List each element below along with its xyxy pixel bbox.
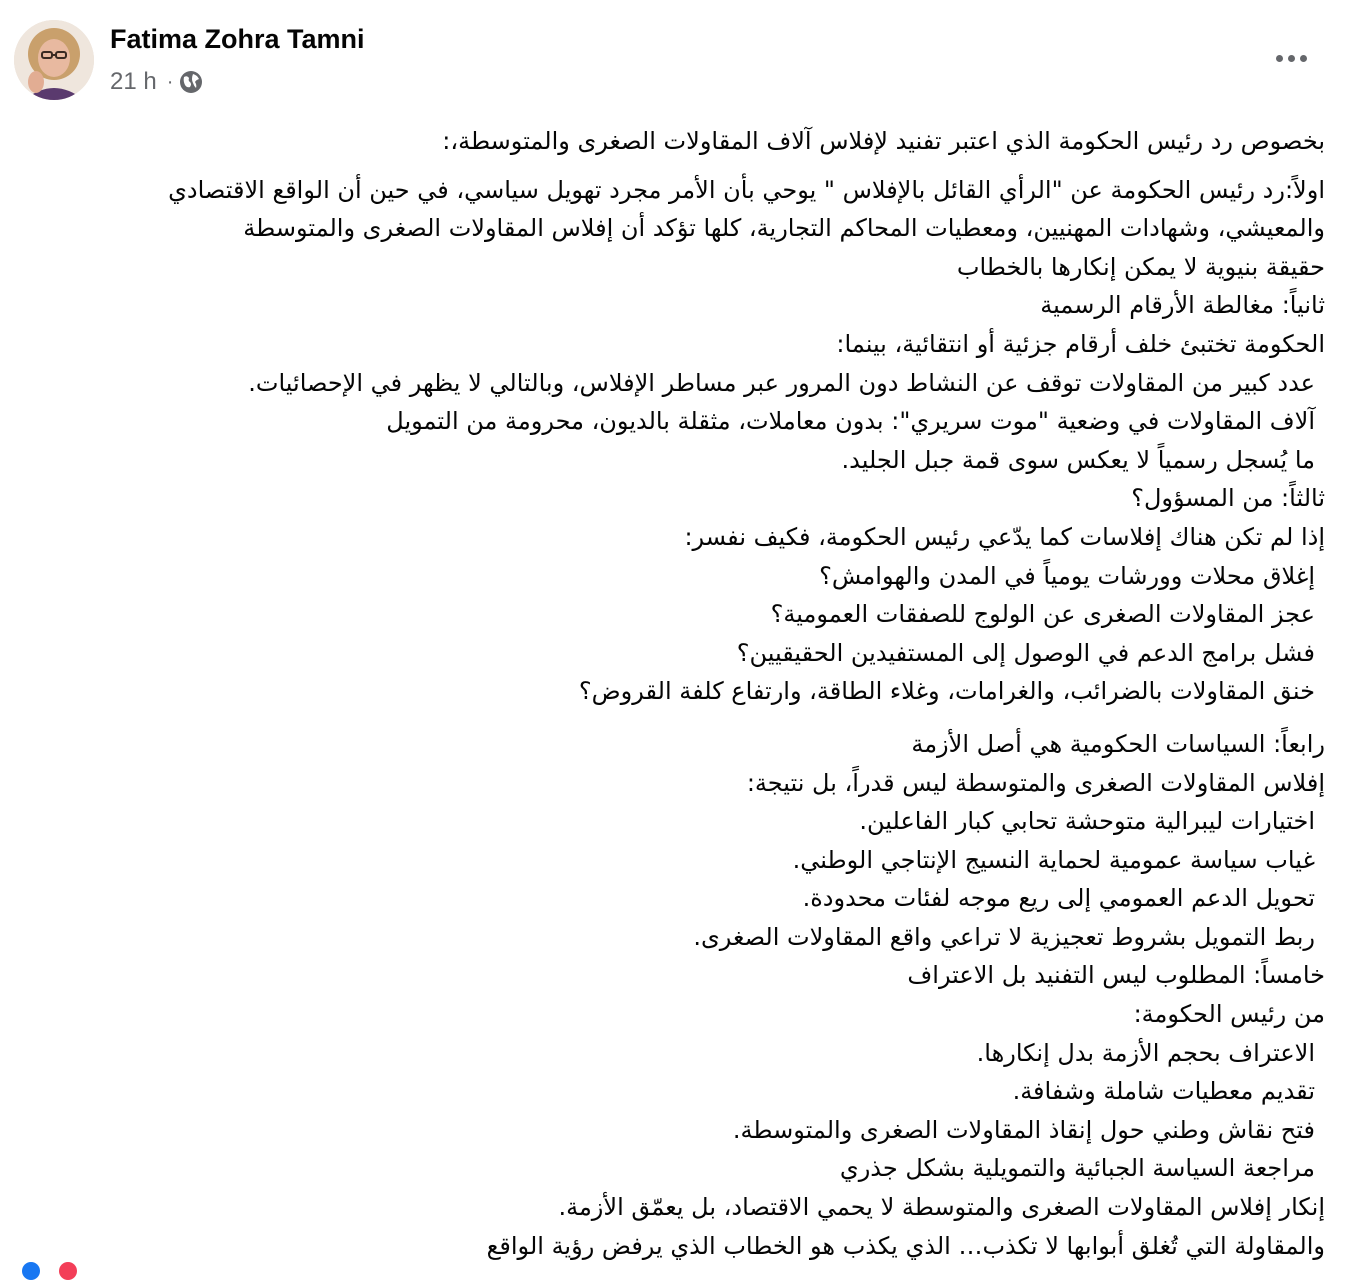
more-options-icon [1300, 55, 1307, 62]
post-line: من رئيس الحكومة: [1133, 1000, 1325, 1029]
post-line: الاعتراف بحجم الأزمة بدل إنكارها. [976, 1038, 1315, 1067]
post-line: حقيقة بنيوية لا يمكن إنكارها بالخطاب [956, 252, 1325, 281]
post-line: الحكومة تختبئ خلف أرقام جزئية أو انتقائية، بينما: [836, 329, 1325, 358]
post-line: ثالثاً: من المسؤول؟ [1131, 484, 1325, 513]
post-line: مراجعة السياسة الجبائية والتمويلية بشكل جذري [839, 1154, 1315, 1183]
post-meta [110, 66, 203, 98]
post-line: فتح نقاش وطني حول إنقاذ المقاولات الصغرى والمتوسطة. [732, 1115, 1315, 1144]
avatar-photo-icon [14, 20, 94, 100]
post-line: تحويل الدعم العمومي إلى ريع موجه لفئات محدودة. [802, 884, 1315, 913]
globe-icon[interactable] [179, 70, 203, 94]
love-reaction-icon [59, 1262, 77, 1280]
post-line: ما يُسجل رسمياً لا يعكس سوى قمة جبل الجليد. [841, 445, 1315, 474]
post-line: اولاً:رد رئيس الحكومة عن "الرأي القائل بالإفلاس " يوحي بأن الأمر مجرد تهويل سياسي، في حين أن الواقع الاقتصادي [168, 175, 1325, 204]
post-line: رابعاً: السياسات الحكومية هي أصل الأزمة [911, 729, 1325, 758]
post-line: تقديم معطيات شاملة وشفافة. [1012, 1077, 1315, 1106]
post-line: ثانياً: مغالطة الأرقام الرسمية [1040, 291, 1325, 320]
post-line: ربط التمويل بشروط تعجيزية لا تراعي واقع المقاولات الصغرى. [693, 922, 1315, 951]
post-line: عجز المقاولات الصغرى عن الولوج للصفقات العمومية؟ [770, 600, 1315, 629]
post-line: والمعيشي، وشهادات المهنيين، ومعطيات المحاكم التجارية، كلها تؤكد أن إفلاس المقاولات الصغرى والمتوسطة [243, 214, 1325, 243]
post-line: إنكار إفلاس المقاولات الصغرى والمتوسطة لا يحمي الاقتصاد، بل يعمّق الأزمة. [558, 1193, 1325, 1222]
post-line: بخصوص رد رئيس الحكومة الذي اعتبر تفنيد لإفلاس آلاف المقاولات الصغرى والمتوسطة،: [442, 127, 1325, 155]
more-options-button[interactable] [1262, 40, 1320, 76]
post-line: عدد كبير من المقاولات توقف عن النشاط دون المرور عبر مساطر الإفلاس، وبالتالي لا يظهر في الإحصائيات. [248, 368, 1315, 397]
spacer [20, 711, 1325, 725]
post-line: إفلاس المقاولات الصغرى والمتوسطة ليس قدراً، بل نتيجة: [746, 768, 1325, 797]
post-line: فشل برامج الدعم في الوصول إلى المستفيدين الحقيقيين؟ [736, 638, 1315, 667]
author-avatar[interactable] [14, 20, 94, 100]
like-reaction-icon [22, 1262, 40, 1280]
post-line: خنق المقاولات بالضرائب، والغرامات، وغلاء الطاقة، وارتفاع كلفة القروض؟ [578, 677, 1315, 706]
post-line: اختيارات ليبرالية متوحشة تحابي كبار الفاعلين. [859, 807, 1315, 836]
post-line: غياب سياسة عمومية لحماية النسيج الإنتاجي الوطني. [792, 845, 1315, 874]
meta-separator: · [166, 70, 174, 93]
post-line: آلاف المقاولات في وضعية "موت سريري": بدون معاملات، مثقلة بالديون، محرومة من التمويل [386, 407, 1315, 436]
post-text [20, 122, 1325, 1265]
spacer [20, 161, 1325, 171]
post-line: والمقاولة التي تُغلق أبوابها لا تكذب… الذي يكذب هو الخطاب الذي يرفض رؤية الواقع [486, 1231, 1325, 1260]
reactions-row [22, 1262, 102, 1272]
more-options-icon [1276, 55, 1283, 62]
author-name[interactable]: Fatima Zohra Tamni [110, 24, 365, 54]
more-options-icon [1288, 55, 1295, 62]
post-time[interactable]: 21 h [110, 68, 157, 95]
post-line: إغلاق محلات وورشات يومياً في المدن والهوامش؟ [819, 561, 1315, 590]
post-line: خامساً: المطلوب ليس التفنيد بل الاعتراف [907, 961, 1325, 990]
post-line: إذا لم تكن هناك إفلاسات كما يدّعي رئيس الحكومة، فكيف نفسر: [684, 522, 1325, 551]
post-header [0, 0, 1346, 110]
